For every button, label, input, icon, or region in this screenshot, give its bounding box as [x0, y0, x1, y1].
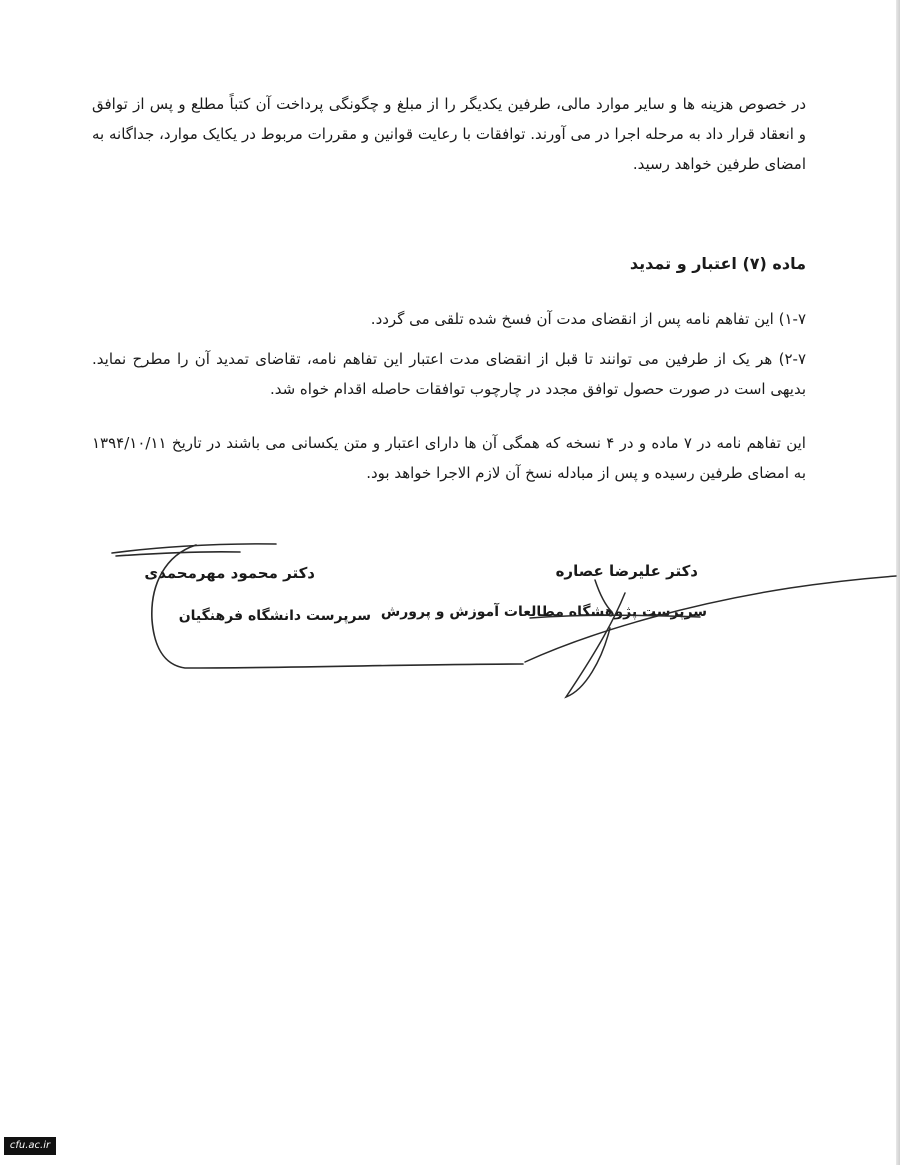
- article-7-heading: ماده (۷) اعتبار و تمدید: [629, 254, 806, 273]
- intro-paragraph: در خصوص هزینه ها و سایر موارد مالی، طرفین یکدیگر را از مبلغ و چگونگی پرداخت آن کتباً مطلع و پس از توافق و انعقاد قرار داد به مرحله اجرا در می آورند. توافقات با رعایت قوانین و مقررات مربوط در یکایک موارد، جداگانه به امضای طرفین خواهد رسید.: [92, 95, 806, 173]
- signatory-2-name: دکتر محمود مهرمحمدی: [144, 564, 315, 582]
- scan-page-edge: [896, 0, 900, 1165]
- signatory-1-title: سرپرست پژوهشگاه مطالعات آموزش و پرورش: [380, 604, 707, 620]
- cfu-logo-watermark: cfu.ac.ir: [4, 1137, 56, 1155]
- closing-paragraph: این تفاهم نامه در ۷ ماده و در ۴ نسخه که همگی آن ها دارای اعتبار و متن یکسانی می باشند در تاریخ ۱۳۹۴/۱۰/۱۱ به امضای طرفین رسیده و پس از مبادله نسخ آن لازم الاجرا خواهد بود.: [92, 434, 806, 482]
- clause-7-1: ۱-۷) این تفاهم نامه پس از انقضای مدت آن فسخ شده تلقی می گردد.: [370, 310, 806, 328]
- signatory-1-name: دکتر علیرضا عصاره: [555, 562, 698, 580]
- signatory-2-title: سرپرست دانشگاه فرهنگیان: [178, 608, 371, 624]
- signature-right: [525, 576, 896, 697]
- clause-7-2: ۲-۷) هر یک از طرفین می توانند تا قبل از انقضای مدت اعتبار این تفاهم نامه، تقاضای تمدید آن را مطرح نماید. بدیهی است در صورت حصول توافق مجدد در چارچوب توافقات حاصله اقدام خواه شد.: [92, 350, 806, 398]
